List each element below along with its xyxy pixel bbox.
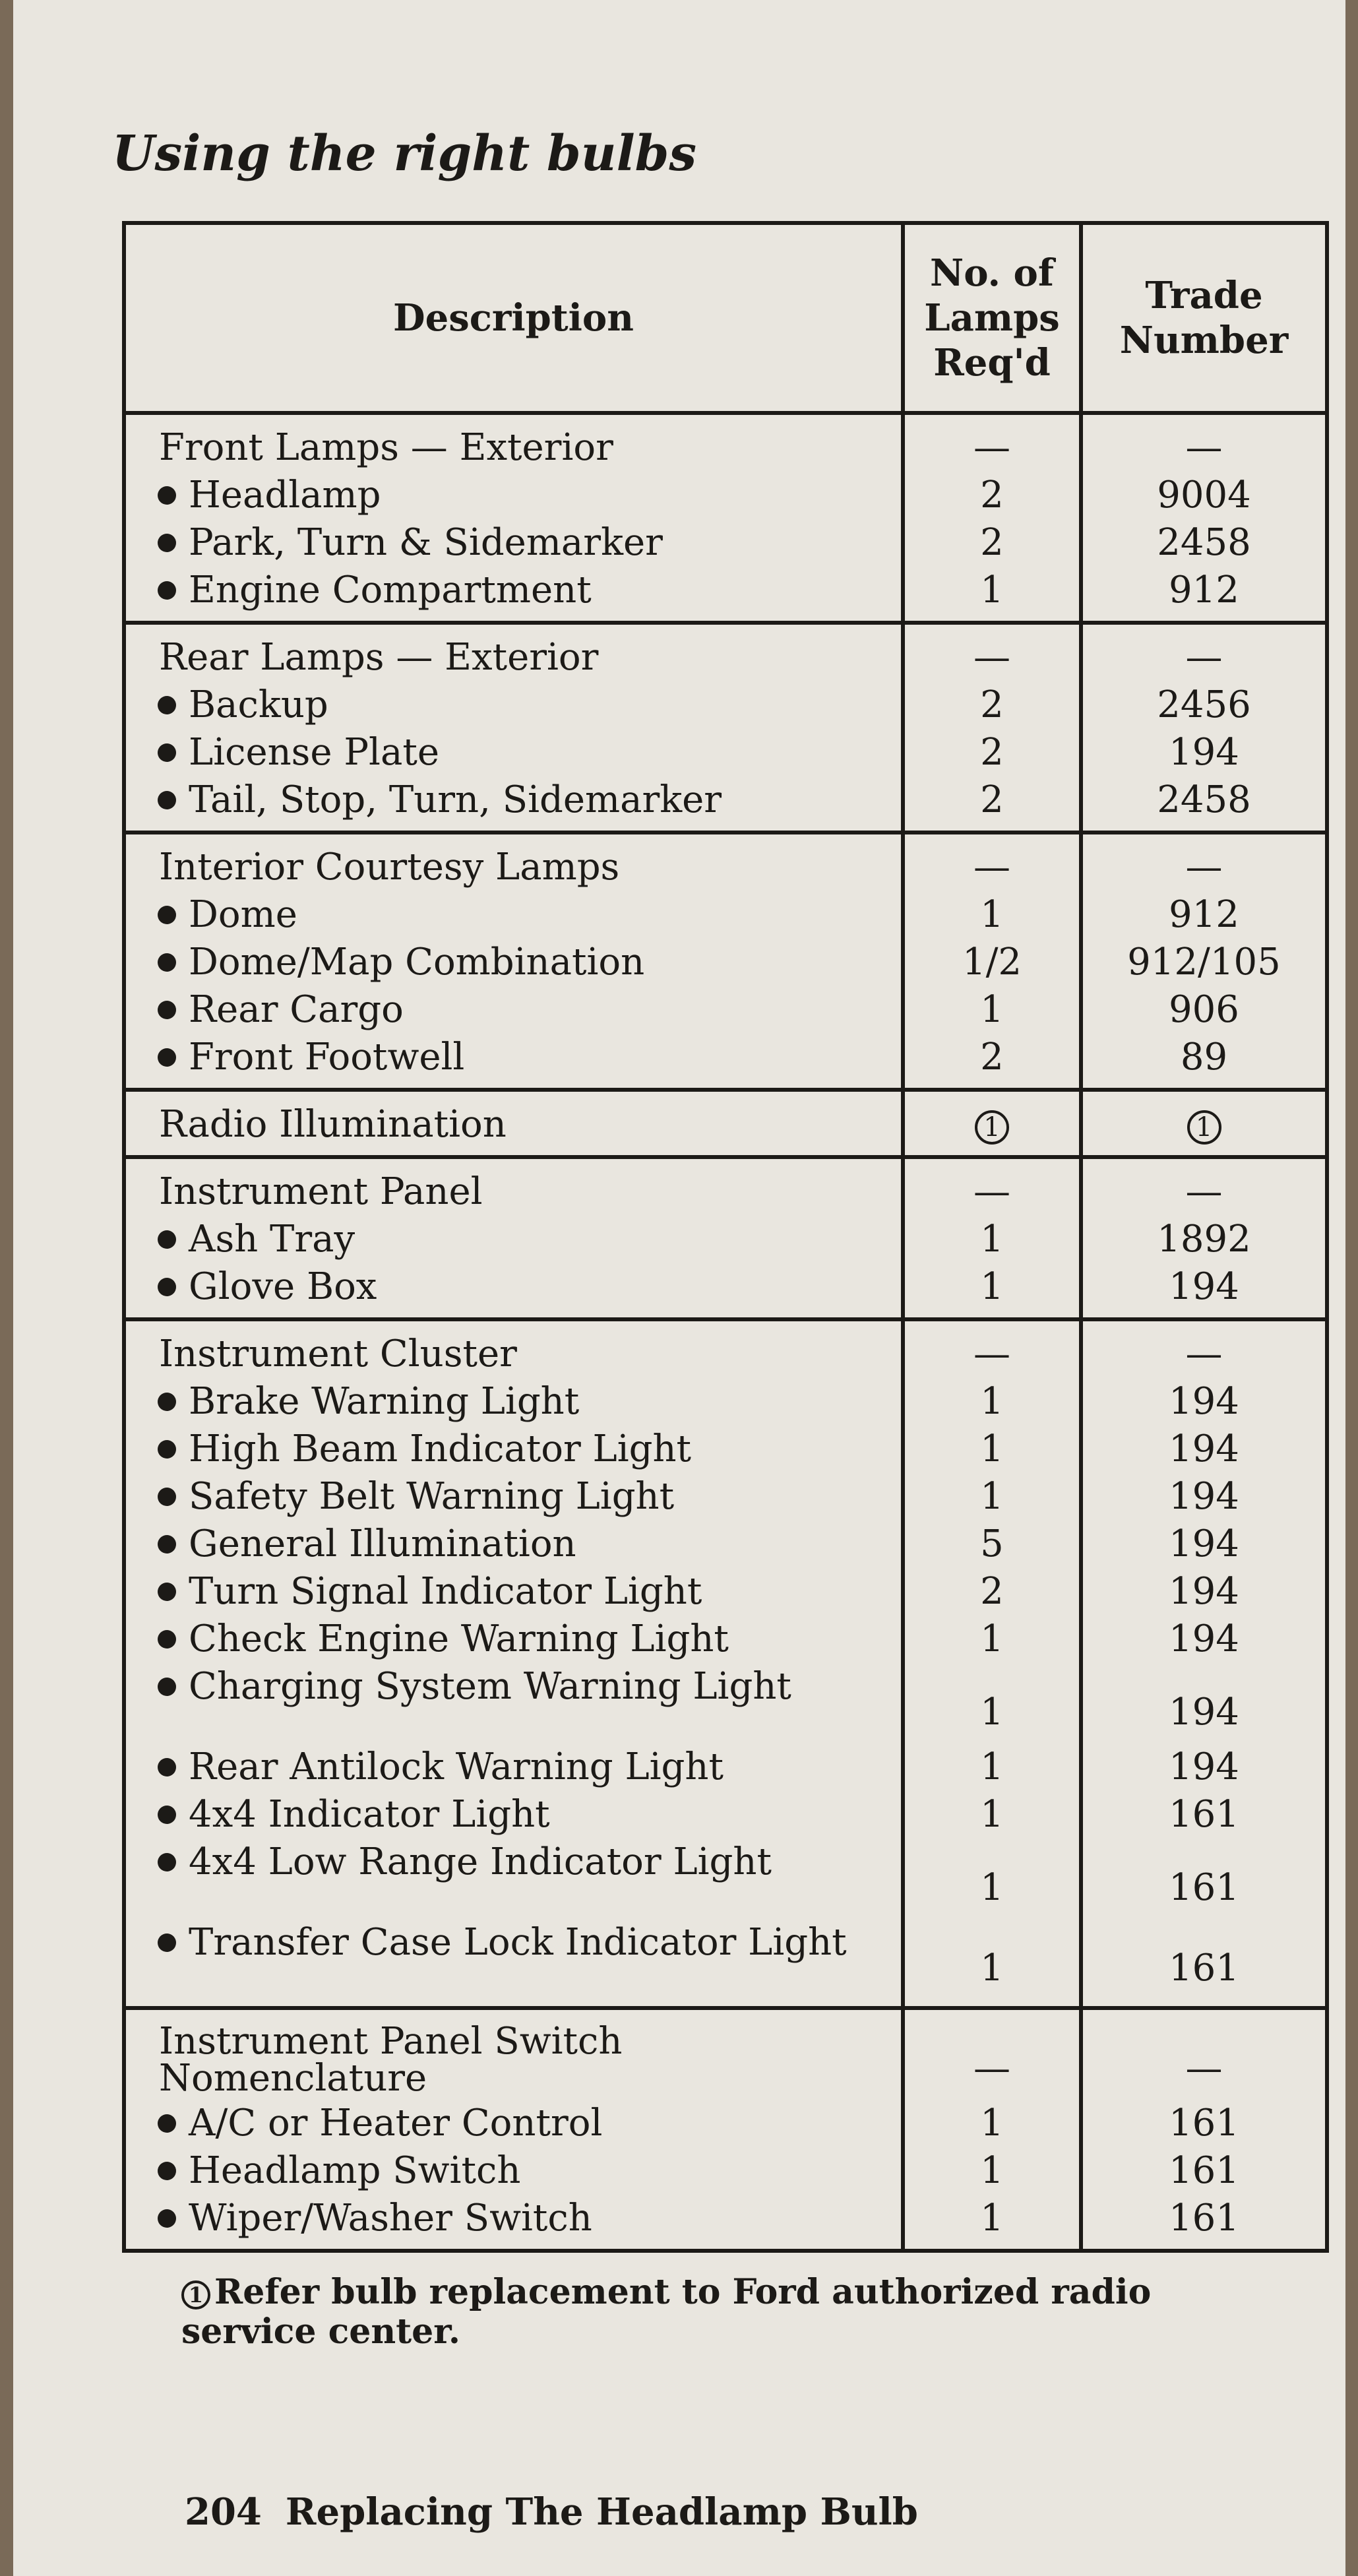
footnote-marker: 1	[181, 2280, 210, 2309]
table-row-description	[126, 519, 901, 567]
description-column	[126, 415, 901, 621]
group-heading	[126, 2019, 901, 2100]
trade-number-value	[1083, 2100, 1325, 2147]
description-column	[126, 625, 901, 831]
lamps-required-value-text: 1	[980, 1218, 1004, 1261]
trade-number-value-text: 161	[1169, 2102, 1239, 2145]
group-heading	[126, 634, 901, 681]
description-text: Dome	[189, 893, 297, 936]
lamps-required-value	[905, 1168, 1079, 1216]
description-text: Front Lamps — Exterior	[159, 426, 613, 469]
table-header	[126, 225, 1325, 415]
trade-number-value	[1083, 472, 1325, 519]
trade-number-value-text: 1892	[1157, 1218, 1251, 1261]
description-text: Instrument Panel	[159, 1170, 483, 1213]
trade-column	[1079, 1321, 1325, 2006]
table-row-description	[126, 472, 901, 519]
lamps-required-value	[905, 634, 1079, 681]
lamps-required-value	[905, 729, 1079, 776]
trade-number-value-text: 2458	[1157, 521, 1251, 564]
trade-number-value-text: 912/105	[1127, 941, 1281, 984]
header-lamps-required: No. of Lamps Req'd	[901, 225, 1079, 411]
description-text: A/C or Heater Control	[189, 2102, 603, 2145]
trade-number-value	[1083, 1791, 1325, 1838]
lamps-required-value-text: 1	[980, 1947, 1004, 1990]
trade-number-value-text: 194	[1169, 1570, 1239, 1613]
description-text: License Plate	[189, 731, 439, 774]
lamps-required-value-text: 1	[980, 2197, 1004, 2240]
lamps-required-value	[905, 681, 1079, 729]
lamps-required-value-text: 1	[980, 988, 1004, 1031]
table-row-description	[126, 2195, 901, 2242]
table-row-description	[126, 986, 901, 1034]
trade-number-value-text: 194	[1169, 731, 1239, 774]
bullet-icon	[158, 486, 176, 505]
trade-number-value-text: 161	[1169, 1947, 1239, 1990]
trade-number-value-text: 194	[1169, 1523, 1239, 1565]
description-text: Engine Compartment	[189, 569, 592, 612]
lamps-required-value	[905, 776, 1079, 824]
trade-number-value	[1083, 2019, 1325, 2100]
trade-number-value	[1083, 681, 1325, 729]
trade-number-value-text: 9004	[1157, 474, 1251, 517]
bullet-icon	[158, 1758, 176, 1776]
group-heading	[126, 1101, 901, 1148]
lamps-required-value-text: 2	[980, 778, 1004, 821]
lamps-required-value-text: 2	[980, 1570, 1004, 1613]
lamps-required-value-text: 1	[980, 569, 1004, 612]
description-text: High Beam Indicator Light	[189, 1428, 692, 1470]
trade-number-value	[1083, 891, 1325, 939]
table-group	[126, 1092, 1325, 1159]
lamps-required-value	[905, 2100, 1079, 2147]
trade-number-value-text: —	[1185, 2047, 1223, 2090]
lamps-column	[901, 1092, 1079, 1155]
lamps-required-value-text: 1	[980, 2149, 1004, 2192]
table-group	[126, 1159, 1325, 1321]
lamps-required-value	[905, 2147, 1079, 2195]
table-row-description	[126, 939, 901, 986]
lamps-required-value-text: —	[973, 2047, 1010, 2090]
bullet-icon	[158, 2209, 176, 2228]
bullet-icon	[158, 1678, 176, 1696]
lamps-required-value	[905, 891, 1079, 939]
trade-number-value-text: 912	[1169, 569, 1239, 612]
lamps-column	[901, 415, 1079, 621]
lamps-required-value	[905, 1616, 1079, 1663]
lamps-required-value	[905, 1378, 1079, 1426]
group-heading	[126, 424, 901, 472]
lamps-required-value	[905, 844, 1079, 891]
table-row-description	[126, 1378, 901, 1426]
table-group	[126, 625, 1325, 834]
trade-number-value-text: —	[1185, 426, 1223, 469]
page-footer	[185, 2490, 918, 2534]
lamps-required-value	[905, 424, 1079, 472]
lamps-required-value-text: 1	[980, 2102, 1004, 2145]
section-title: Using the right bulbs	[112, 125, 697, 182]
lamps-required-value-text: —	[973, 426, 1010, 469]
trade-number-value	[1083, 2195, 1325, 2242]
bullet-icon	[158, 1230, 176, 1249]
lamps-required-value	[905, 1791, 1079, 1838]
trade-number-value	[1083, 1838, 1325, 1919]
bullet-icon	[158, 1853, 176, 1871]
bullet-icon	[158, 1440, 176, 1459]
bullet-icon	[158, 581, 176, 600]
table-row-description	[126, 1663, 901, 1744]
table-row-description	[126, 1568, 901, 1616]
description-text: Instrument Cluster	[159, 1333, 517, 1375]
description-text: Tail, Stop, Turn, Sidemarker	[189, 778, 722, 821]
lamps-required-value-text: 2	[980, 1036, 1004, 1079]
trade-number-value-text: 194	[1169, 1265, 1239, 1308]
lamps-required-value-text: 2	[980, 683, 1004, 726]
bullet-icon	[158, 743, 176, 762]
table-group	[126, 834, 1325, 1092]
trade-number-value	[1083, 1521, 1325, 1568]
lamps-column	[901, 625, 1079, 831]
trade-number-value	[1083, 1331, 1325, 1378]
trade-number-value	[1083, 939, 1325, 986]
trade-number-value	[1083, 1101, 1325, 1148]
bullet-icon	[158, 1806, 176, 1824]
lamps-required-value	[905, 1663, 1079, 1744]
lamps-required-value-text: 2	[980, 474, 1004, 517]
lamps-required-value	[905, 2019, 1079, 2100]
trade-number-value	[1083, 1744, 1325, 1791]
lamps-required-value-text: —	[973, 1333, 1010, 1375]
description-text: 4x4 Low Range Indicator Light	[189, 1840, 772, 1883]
footnote-ref-icon: 1	[975, 1110, 1009, 1145]
table-row-description	[126, 1426, 901, 1473]
description-text: Safety Belt Warning Light	[189, 1475, 675, 1518]
lamps-required-value-text: 1	[980, 893, 1004, 936]
table-group	[126, 415, 1325, 625]
bullet-icon	[158, 2114, 176, 2133]
trade-number-value	[1083, 1616, 1325, 1663]
bullet-icon	[158, 1583, 176, 1601]
bullet-icon	[158, 1535, 176, 1554]
trade-number-value-text: 912	[1169, 893, 1239, 936]
lamps-required-value-text: 2	[980, 731, 1004, 774]
lamps-required-value	[905, 1744, 1079, 1791]
description-text: Check Engine Warning Light	[189, 1618, 729, 1660]
description-text: General Illumination	[189, 1523, 576, 1565]
lamps-required-value	[905, 1263, 1079, 1311]
lamps-required-value	[905, 1331, 1079, 1378]
trade-number-value-text: —	[1185, 1333, 1223, 1375]
trade-column	[1079, 1092, 1325, 1155]
table-row-description	[126, 776, 901, 824]
description-text: Turn Signal Indicator Light	[189, 1570, 702, 1613]
lamps-required-value	[905, 1919, 1079, 1999]
lamps-required-value-text: 2	[980, 521, 1004, 564]
group-heading	[126, 1331, 901, 1378]
trade-number-value-text: —	[1185, 1170, 1223, 1213]
lamps-required-value	[905, 1101, 1079, 1148]
lamps-required-value	[905, 1568, 1079, 1616]
lamps-required-value-text: 1	[980, 1265, 1004, 1308]
lamps-required-value-text: —	[973, 1170, 1010, 1213]
trade-number-value-text: —	[1185, 846, 1223, 889]
description-text: Radio Illumination	[159, 1103, 507, 1146]
lamps-column	[901, 1321, 1079, 2006]
footnote-ref-icon: 1	[1187, 1110, 1221, 1145]
table-group	[126, 1321, 1325, 2010]
description-text: Rear Lamps — Exterior	[159, 636, 599, 679]
description-text: Glove Box	[189, 1265, 377, 1308]
lamps-required-value	[905, 1216, 1079, 1263]
trade-number-value-text: 2458	[1157, 778, 1251, 821]
description-text: Headlamp Switch	[189, 2149, 521, 2192]
trade-column	[1079, 834, 1325, 1088]
table-row-description	[126, 1473, 901, 1521]
trade-number-value	[1083, 1216, 1325, 1263]
bullet-icon	[158, 1001, 176, 1019]
bulb-table	[122, 221, 1329, 2253]
trade-number-value-text: 161	[1169, 1866, 1239, 1909]
trade-number-value	[1083, 1426, 1325, 1473]
lamps-required-value	[905, 1521, 1079, 1568]
lamps-required-value	[905, 567, 1079, 614]
lamps-required-value-text: 1	[980, 1793, 1004, 1836]
group-heading	[126, 844, 901, 891]
description-text: Brake Warning Light	[189, 1380, 580, 1423]
trade-number-value	[1083, 1263, 1325, 1311]
table-row-description	[126, 891, 901, 939]
description-text: Rear Antilock Warning Light	[189, 1745, 724, 1788]
manual-page	[13, 0, 1345, 2576]
trade-number-value	[1083, 1034, 1325, 1081]
bullet-icon	[158, 1488, 176, 1506]
group-heading	[126, 1168, 901, 1216]
header-trade-number: Trade Number	[1079, 225, 1325, 411]
lamps-required-value	[905, 1473, 1079, 1521]
bullet-icon	[158, 1393, 176, 1411]
description-text: Dome/Map Combination	[189, 941, 645, 984]
trade-number-value-text: 161	[1169, 2197, 1239, 2240]
table-row-description	[126, 2147, 901, 2195]
description-column	[126, 2010, 901, 2249]
trade-number-value	[1083, 424, 1325, 472]
trade-column	[1079, 2010, 1325, 2249]
trade-number-value-text: 161	[1169, 2149, 1239, 2192]
description-text: Transfer Case Lock Indicator Light	[189, 1921, 847, 1964]
lamps-column	[901, 1159, 1079, 1317]
trade-number-value	[1083, 1473, 1325, 1521]
trade-number-value-text: 194	[1169, 1475, 1239, 1518]
bullet-icon	[158, 1933, 176, 1952]
lamps-required-value-text: —	[973, 636, 1010, 679]
table-row-description	[126, 1838, 901, 1919]
description-column	[126, 1092, 901, 1155]
table-row-description	[126, 1919, 901, 1999]
bullet-icon	[158, 534, 176, 552]
trade-number-value	[1083, 519, 1325, 567]
trade-number-value	[1083, 1919, 1325, 1999]
table-row-description	[126, 1616, 901, 1663]
table-row-description	[126, 729, 901, 776]
description-text: Instrument Panel Switch Nomenclature	[159, 2020, 623, 2100]
lamps-required-value-text: 5	[980, 1523, 1004, 1565]
footer-title: Replacing The Headlamp Bulb	[285, 2490, 918, 2534]
table-row-description	[126, 1744, 901, 1791]
lamps-required-value-text: 1	[980, 1618, 1004, 1660]
trade-number-value	[1083, 776, 1325, 824]
bullet-icon	[158, 1048, 176, 1067]
description-text: Front Footwell	[189, 1036, 465, 1079]
table-row-description	[126, 1263, 901, 1311]
header-description: Description	[393, 296, 634, 340]
description-column	[126, 834, 901, 1088]
trade-number-value-text: 2456	[1157, 683, 1251, 726]
trade-number-value-text: 906	[1169, 988, 1239, 1031]
trade-number-value	[1083, 844, 1325, 891]
bullet-icon	[158, 953, 176, 972]
description-text: 4x4 Indicator Light	[189, 1793, 550, 1836]
lamps-required-value	[905, 1034, 1079, 1081]
table-row-description	[126, 2100, 901, 2147]
table-row-description	[126, 1521, 901, 1568]
trade-number-value	[1083, 1568, 1325, 1616]
table-row-description	[126, 567, 901, 614]
trade-number-value-text: 194	[1169, 1380, 1239, 1423]
table-group	[126, 2010, 1325, 2249]
trade-column	[1079, 415, 1325, 621]
description-text: Charging System Warning Light	[189, 1665, 791, 1708]
trade-number-value	[1083, 634, 1325, 681]
trade-number-value-text: 89	[1180, 1036, 1228, 1079]
trade-number-value	[1083, 2147, 1325, 2195]
bullet-icon	[158, 1630, 176, 1649]
description-text: Rear Cargo	[189, 988, 404, 1031]
trade-number-value-text: 194	[1169, 1428, 1239, 1470]
lamps-required-value-text: 1	[980, 1866, 1004, 1909]
trade-column	[1079, 625, 1325, 831]
lamps-required-value	[905, 2195, 1079, 2242]
description-text: Headlamp	[189, 474, 381, 517]
lamps-required-value-text: —	[973, 846, 1010, 889]
bullet-icon	[158, 791, 176, 809]
lamps-required-value-text: 1	[980, 1428, 1004, 1470]
lamps-required-value	[905, 519, 1079, 567]
footnote-text: Refer bulb replacement to Ford authorized radio service center.	[181, 2272, 1152, 2352]
lamps-required-value	[905, 1838, 1079, 1919]
lamps-required-value-text: 1	[980, 1691, 1004, 1734]
trade-column	[1079, 1159, 1325, 1317]
trade-number-value	[1083, 567, 1325, 614]
trade-number-value-text: 194	[1169, 1618, 1239, 1660]
description-text: Wiper/Washer Switch	[189, 2197, 592, 2240]
lamps-required-value	[905, 939, 1079, 986]
table-row-description	[126, 1216, 901, 1263]
trade-number-value	[1083, 1168, 1325, 1216]
description-text: Backup	[189, 683, 328, 726]
bullet-icon	[158, 2162, 176, 2180]
lamps-column	[901, 834, 1079, 1088]
description-column	[126, 1159, 901, 1317]
lamps-required-value	[905, 1426, 1079, 1473]
lamps-column	[901, 2010, 1079, 2249]
description-text: Interior Courtesy Lamps	[159, 846, 620, 889]
lamps-required-value-text: 1	[980, 1475, 1004, 1518]
trade-number-value	[1083, 986, 1325, 1034]
trade-number-value-text: 161	[1169, 1793, 1239, 1836]
bullet-icon	[158, 696, 176, 714]
description-text: Ash Tray	[189, 1218, 355, 1261]
description-column	[126, 1321, 901, 2006]
description-text: Park, Turn & Sidemarker	[189, 521, 663, 564]
trade-number-value	[1083, 1378, 1325, 1426]
trade-number-value	[1083, 729, 1325, 776]
table-row-description	[126, 681, 901, 729]
trade-number-value-text: —	[1185, 636, 1223, 679]
lamps-required-value	[905, 472, 1079, 519]
table-row-description	[126, 1791, 901, 1838]
bullet-icon	[158, 1278, 176, 1296]
lamps-required-value-text: 1/2	[962, 941, 1022, 984]
trade-number-value-text: 194	[1169, 1691, 1239, 1734]
trade-number-value-text: 194	[1169, 1745, 1239, 1788]
page-number: 204	[185, 2490, 262, 2534]
bullet-icon	[158, 906, 176, 924]
lamps-required-value	[905, 986, 1079, 1034]
lamps-required-value-text: 1	[980, 1380, 1004, 1423]
footnote	[181, 2273, 1237, 2352]
table-row-description	[126, 1034, 901, 1081]
lamps-required-value-text: 1	[980, 1745, 1004, 1788]
trade-number-value	[1083, 1663, 1325, 1744]
